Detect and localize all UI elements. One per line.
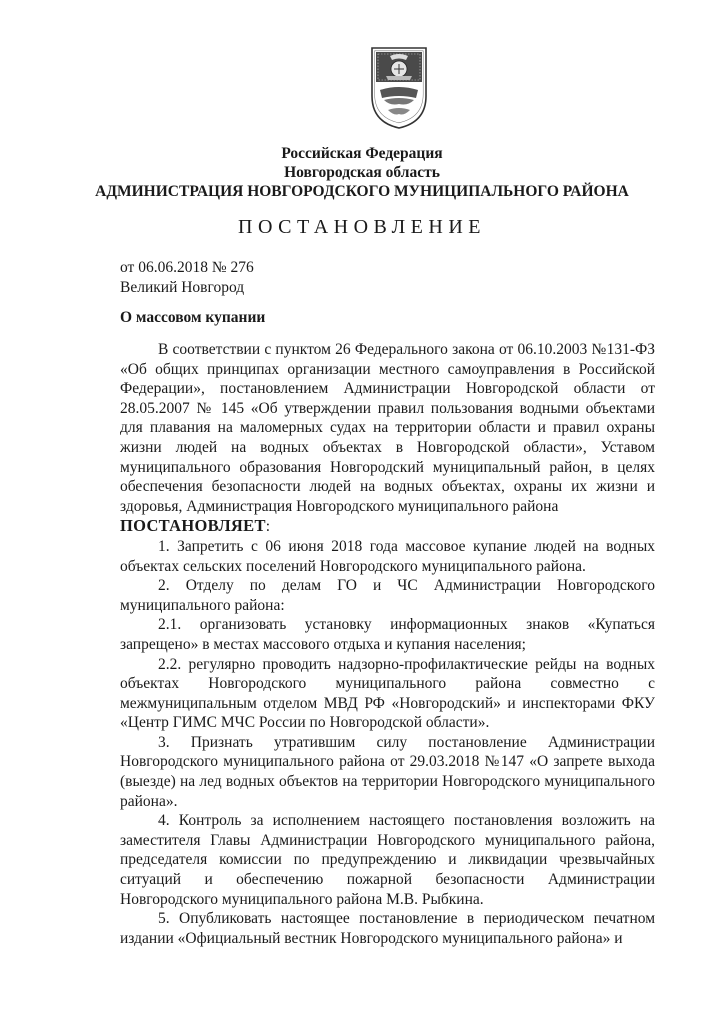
item-paragraph: 2.1. организовать установку информационных знаков «Купаться запрещено» в местах массового отдыха и купания населения;	[120, 616, 655, 653]
city: Великий Новгород	[120, 279, 245, 296]
administration-name: АДМИНИСТРАЦИЯ НОВГОРОДСКОГО МУНИЦИПАЛЬНОГО РАЙОНА	[95, 183, 629, 200]
item-paragraph: 3. Признать утратившим силу постановление Администрации Новгородского муниципального района от 29.03.2018 №147 «О запрете выхода (выезде) на лед водных объектов на территории Новгородского муниципального района».	[120, 733, 655, 810]
item-paragraph: 4. Контроль за исполнением настоящего постановления возложить на заместителя Главы Администрации Новгородского муниципального района, председателя комиссии по предупреждению и ликвидации чрезвычайных ситуаций и обеспечению пожарной безопасности Администрации Новгородского муниципального района М.В. Рыбкина.	[120, 812, 655, 908]
item-paragraph: 2. Отделу по делам ГО и ЧС Администрации Новгородского муниципального района:	[120, 577, 655, 614]
document-subject: О массовом купании	[120, 309, 266, 326]
document-body	[120, 340, 655, 948]
coat-of-arms-icon	[368, 46, 430, 130]
preamble-paragraph: В соответствии с пунктом 26 Федерального закона от 06.10.2003 №131-ФЗ «Об общих принципах организации местного самоуправления в Российской Федерации», постановлением Администрации Новгородской области от 28.05.2007 № 145 «Об утверждении правил пользования водными объектами для плавания на маломерных судах на территории области и правил охраны жизни людей на водных объектах в Новгородской области», Уставом муниципального образования Новгородский муниципальный район, в целях обеспечения безопасности людей на водных объектах, охраны их жизни и здоровья, Администрация Новгородского муниципального района	[120, 341, 655, 515]
country-name: Российская Федерация	[281, 145, 443, 162]
document-type: ПОСТАНОВЛЕНИЕ	[238, 216, 486, 238]
item-paragraph: 2.2. регулярно проводить надзорно-профилактические рейды на водных объектах Новгородского муниципального района совместно с межмуниципальным отделом МВД РФ «Новгородский» и инспекторами ФКУ «Центр ГИМС МЧС России по Новгородской области».	[120, 655, 655, 732]
resolves-line	[120, 516, 655, 537]
region-name: Новгородская область	[284, 164, 440, 181]
resolves-suffix: :	[265, 518, 271, 536]
date-number: от 06.06.2018 № 276	[120, 259, 254, 276]
item-paragraph: 5. Опубликовать настоящее постановление в периодическом печатном издании «Официальный вестник Новгородского муниципального района» и	[120, 910, 655, 947]
item-paragraph: 1. Запретить с 06 июня 2018 года массовое купание людей на водных объектах сельских поселений Новгородского муниципального района.	[120, 537, 655, 575]
resolves-word: ПОСТАНОВЛЯЕТ	[120, 516, 266, 536]
